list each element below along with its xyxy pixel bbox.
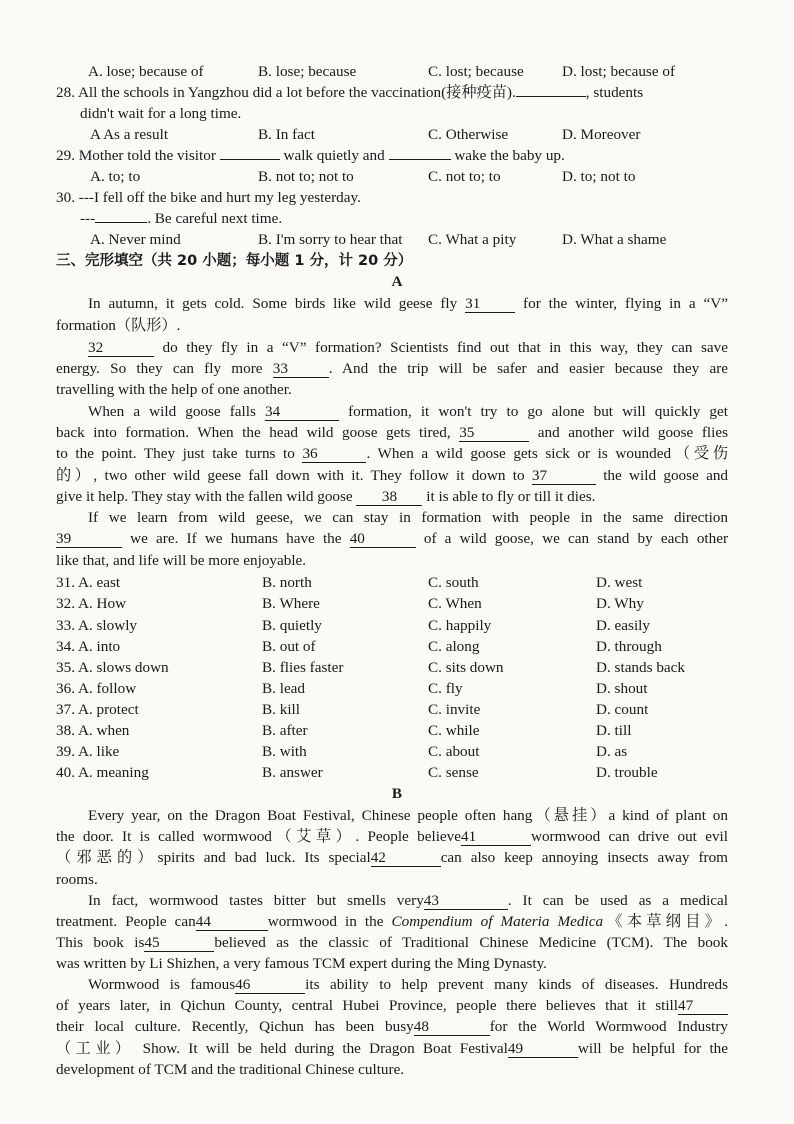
- passage-a-line: If we learn from wild geese, we can stay in formation with people in the same direction: [88, 509, 728, 526]
- passage-b-line: treatment. People can44 wormwood in the Compendium of Materia Medica《本草纲目》.: [56, 913, 729, 930]
- blank-40: 40: [350, 531, 416, 548]
- passage-b-line: the door. It is called wormwood（艾草）. People believe41 wormwood can drive out evil: [56, 828, 728, 845]
- passage-a-line: 39 we are. If we humans have the 40 of a wild goose, we can stand by each other: [56, 530, 729, 547]
- passage-a-line: In autumn, it gets cold. Some birds like wild geese fly 31 for the winter, flying in a “V”: [88, 295, 728, 312]
- passage-b-line: This book is45 believed as the classic of Traditional Chinese Medicine (TCM). The book: [56, 934, 728, 951]
- blank-31: 31: [465, 296, 515, 313]
- passage-b-line: Wormwood is famous46 its ability to help prevent many kinds of diseases. Hundreds: [88, 976, 729, 993]
- passage-a-line: 32 do they fly in a “V” formation? Scientists find out that in this way, they can save: [88, 339, 728, 356]
- passage-a-line: energy. So they can fly more 33 . And the trip will be safer and easier because they are: [56, 360, 728, 377]
- passage-a-line: formation（队形）.: [56, 317, 181, 334]
- blank-33: 33: [273, 361, 329, 378]
- option-a: A. lose; because of: [88, 63, 204, 80]
- passage-a-line: 的）, two other wild geese fall down with it. They follow it down to 37 the wild goose and: [56, 467, 729, 484]
- passage-b-line: （邪恶的）spirits and bad luck. Its special42 can also keep annoying insects away from: [56, 849, 728, 866]
- blank-32: 32: [88, 340, 154, 357]
- passage-b-line: （工业） Show. It will be held during the Dragon Boat Festival49 will be helpful for the: [56, 1040, 729, 1057]
- blank-42: 42: [371, 850, 441, 867]
- q29-line: 29. Mother told the visitor walk quietly and wake the baby up.: [56, 147, 565, 164]
- passage-a-heading: A: [391, 273, 403, 290]
- blank-41: 41: [461, 829, 531, 846]
- passage-b-line: development of TCM and the traditional Chinese culture.: [56, 1061, 405, 1078]
- passage-a-line: travelling with the help of one another.: [56, 381, 292, 398]
- passage-b-heading: B: [391, 785, 403, 802]
- passage-b-line: of years later, in Qichun County, central Hubei Province, people there believes that it still47: [56, 996, 728, 1016]
- blank-34: 34: [265, 404, 339, 421]
- passage-b-line: Every year, on the Dragon Boat Festival, Chinese people often hang（悬挂）a kind of plant on: [88, 807, 728, 824]
- blank-47: 47: [678, 998, 728, 1015]
- q30-line1: 30. ---I fell off the bike and hurt my leg yesterday.: [56, 189, 361, 206]
- option-d: D. lost; because of: [562, 63, 676, 80]
- answer-blank: [516, 96, 586, 97]
- passage-a-line: to the point. They just take turns to 36 . When a wild goose gets sick or is wounded（受伤: [56, 445, 729, 462]
- answer-blank: [220, 159, 280, 160]
- passage-b-line: their local culture. Recently, Qichun has been busy48 for the World Wormwood Industry: [56, 1018, 728, 1035]
- blank-36: 36: [302, 446, 366, 463]
- blank-35: 35: [459, 425, 529, 442]
- blank-38: 38: [356, 489, 422, 506]
- passage-b-line: was written by Li Shizhen, a very famous TCM expert during the Ming Dynasty.: [56, 955, 547, 972]
- passage-a-line: give it help. They stay with the fallen wild goose 38 it is able to fly or till it dies.: [56, 488, 596, 505]
- passage-a-line: When a wild goose falls 34 formation, it won't try to go alone but will quickly get: [88, 403, 728, 420]
- blank-48: 48: [414, 1019, 490, 1036]
- blank-46: 46: [235, 977, 305, 994]
- passage-b-line: rooms.: [56, 871, 98, 888]
- q28-line2: didn't wait for a long time.: [80, 105, 242, 122]
- blank-44: 44: [196, 914, 268, 931]
- passage-a-line: like that, and life will be more enjoyable.: [56, 552, 307, 569]
- q28-line1: 28. All the schools in Yangzhou did a lot before the vaccination(接种疫苗). , students: [56, 84, 644, 101]
- blank-45: 45: [144, 935, 214, 952]
- blank-37: 37: [532, 468, 596, 485]
- answer-blank: [389, 159, 451, 160]
- option-b: B. lose; because: [258, 63, 357, 80]
- blank-49: 49: [508, 1041, 578, 1058]
- exam-page: A. lose; because of B. lose; because C. lost; because D. lost; because of 28. All the schools in Yangzhou did a lot before the vaccination(接种疫苗). , students didn't wait for a long time. A As a result B. In fact C. Otherwise D. Moreover 29. Mother told the visitor walk quietly and wake the baby up. A. to; to B. not to; not to C. not to; to D. to; not to 30. ---I fell off the bike and hurt my leg yesterday. --- . Be careful next time. A. Never mind B. I'm sorry to hear that C. What a pity D. What a shame 三、完形填空（共 20 小题；每小题 1 分，计 20 分） A In autumn, it gets cold. Some birds like wild geese fly 31 for the winter, flying in a “V” formation（队形）. 32 do they fly in a “V” formation? Scientists find out that in this way, they can save energy. So they can fly more 33 . And the trip will be safer and easier because they are travelling with the help of one another. When a wild goose falls 34 formation, it won't try to go alone but will quickly get back into formation. When the head wild goose gets tired, 35 and another wild goose flies to the point. They just take turns to 36 . When a wild goose gets sick or is wounded（受伤 的）, two other wild geese fall down with it. They follow it down to 37 the wild goose and give it help. They stay with the fallen wild goose 38 it is able to fly or till it dies. If we learn from wild geese, we can stay in formation with people in the same direction 39 we are. If we humans have the 40 of a wild goose, we can stand by each other like that, and life will be more enjoyable. 31. A. east B. north C. south D. west 32. A. How B. Where C. When D. Why 33. A. slowly B. quietly C. happily D. easily 34. A. into B. out of C. along D. through 35. A. slows down B. flies faster C. sits down D. stands back 36. A. follow B. lead C. fly D. shout 37. A. protect B. kill C. invite D. count 38. A. when B. after C. while D. till 39. A. like B. with C. about D. as 40. A. meaning B. answer C. sense D. trouble B Every year, on the Dragon Boat Festival, Chinese people often hang（悬挂）a kind of plant on the door. It is called wormwood（艾草）. People believe41 wormwood can drive out evil （邪恶的）spirits and bad luck. Its special42 can also keep annoying insects away from rooms. In fact, wormwood tastes bitter but smells very43 . It can be used as a medical treatment. People can44 wormwood in the Compendium of Materia Medica《本草纲目》. This book is45 believed as the classic of Traditional Chinese Medicine (TCM). The book was written by Li Shizhen, a very famous TCM expert during the Ming Dynasty. Wormwood is famous46 its ability to help prevent many kinds of diseases. Hundreds of years later, in Qichun County, central Hubei Province, people there believes that it still47 their local culture. Recently, Qichun has been busy48 for the World Wormwood Industry （工业） Show. It will be held during the Dragon Boat Festival49 will be helpful for the development of TCM and the traditional Chinese culture.: [0, 0, 794, 1124]
- passage-b-line: In fact, wormwood tastes bitter but smells very43 . It can be used as a medical: [88, 892, 728, 909]
- q30-line2: --- . Be careful next time.: [80, 210, 283, 227]
- answer-blank: [95, 222, 147, 223]
- passage-a-line: back into formation. When the head wild goose gets tired, 35 and another wild goose flies: [56, 424, 728, 441]
- blank-43: 43: [424, 893, 508, 910]
- option-c: C. lost; because: [428, 63, 524, 80]
- blank-39: 39: [56, 531, 122, 548]
- book-title: Compendium of Materia Medica: [391, 913, 604, 930]
- section-title: 三、完形填空（共 20 小题；每小题 1 分，计 20 分）: [56, 253, 413, 269]
